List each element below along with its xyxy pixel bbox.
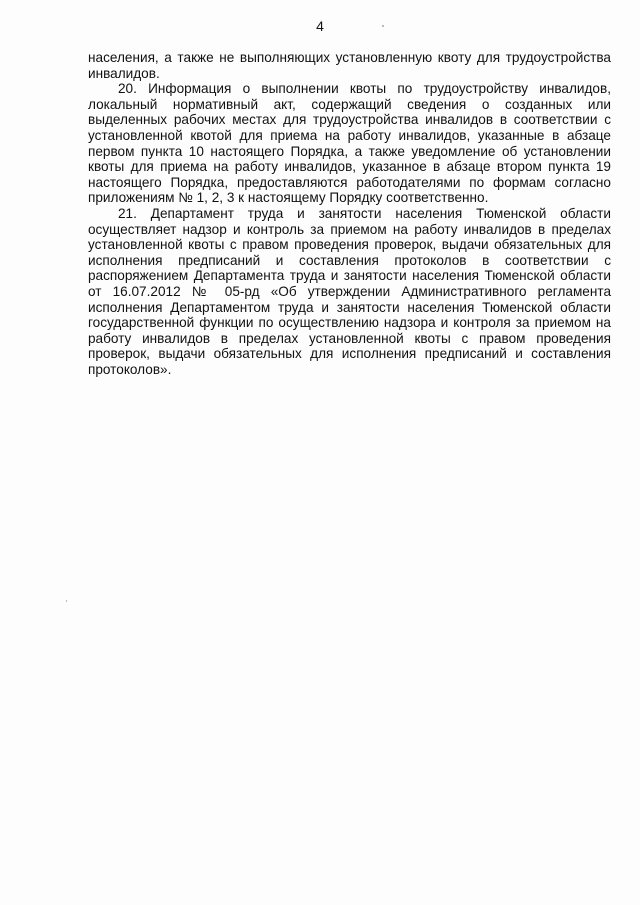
scan-speck [66,600,67,602]
page-number: 4 [316,18,324,34]
scan-speck [382,25,384,27]
document-body [88,50,611,377]
paragraph-item-20: 20. Информация о выполнении квоты по трудоустройству инвалидов, локальный нормативный акт, содержащий сведения о созданных или выделенных рабочих местах для трудоустройства инвалидов в соответствии с установленной квотой для приема на работу инвалидов, указанные в абзаце первом пункта 10 настоящего Порядка, а также уведомление об установлении квоты для приема на работу инвалидов, указанное в абзаце втором пункта 19 настоящего Порядка, предоставляются работодателями по формам согласно приложениям № 1, 2, 3 к настоящему Порядку соответственно. [88,81,611,206]
paragraph-continuation: населения, а также не выполняющих установленную квоту для трудоустройства инвалидов. [88,50,611,81]
paragraph-item-21: 21. Департамент труда и занятости населения Тюменской области осуществляет надзор и контроль за приемом на работу инвалидов в пределах установленной квоты с правом проведения проверок, выдачи обязательных для исполнения предписаний и составления протоколов в соответствии с распоряжением Департамента труда и занятости населения Тюменской области от 16.07.2012 № 05-рд «Об утверждении Административного регламента исполнения Департаментом труда и занятости населения Тюменской области государственной функции по осуществлению надзора и контроля за приемом на работу инвалидов в пределах установленной квоты с правом проведения проверок, выдачи обязательных для исполнения предписаний и составления протоколов». [88,205,611,377]
